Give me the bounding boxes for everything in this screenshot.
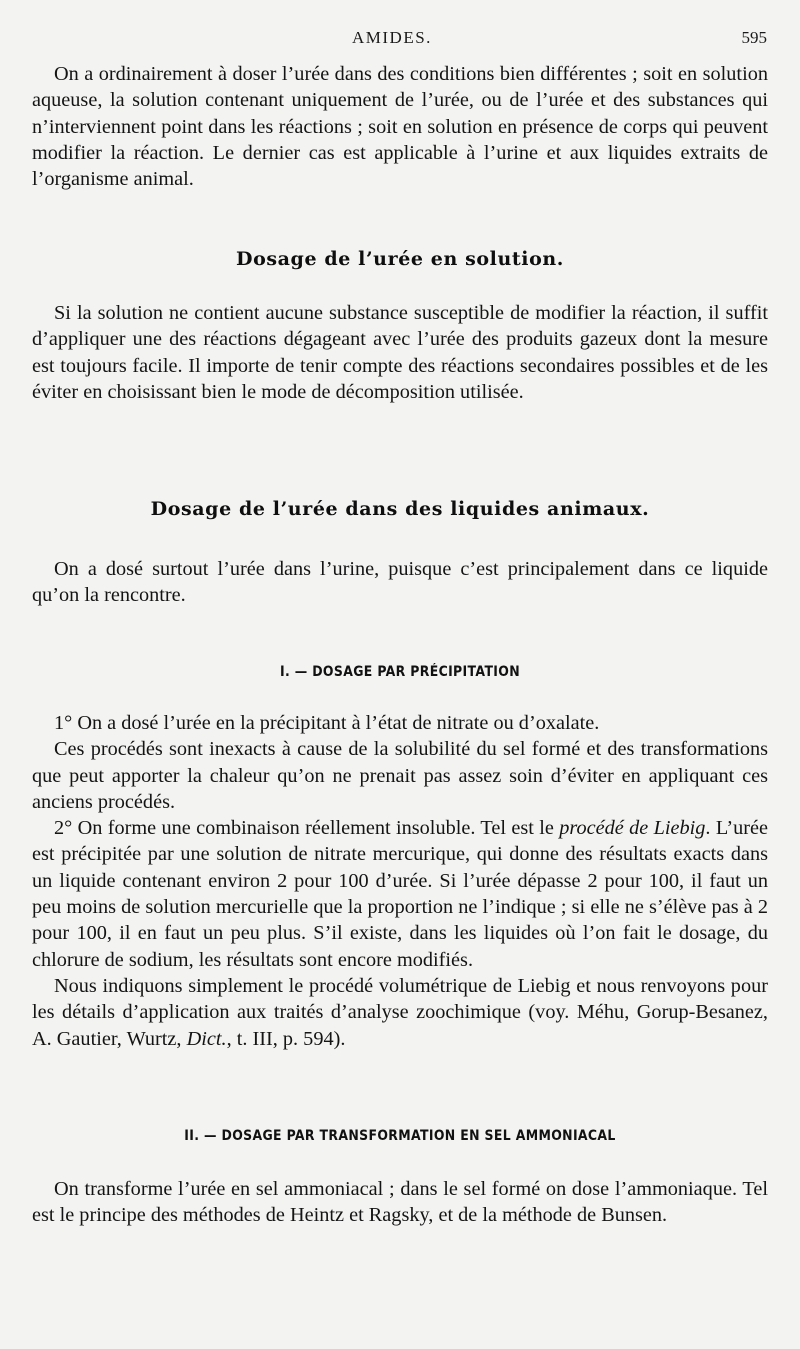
ammoniacal-block: [32, 1176, 768, 1229]
liebig-text-start: 2° On forme une combinaison réellement insoluble. Tel est le: [54, 817, 560, 840]
animaux-paragraph: On a dosé surtout l’urée dans l’urine, puisque c’est principalement dans ce liquide qu’on la rencontre.: [32, 558, 768, 607]
animaux-paragraph-block: [32, 556, 768, 609]
precipitation-block: [32, 710, 768, 1052]
running-title: AMIDES.: [352, 28, 432, 47]
solution-paragraph: Si la solution ne contient aucune substance susceptible de modifier la réaction, il suffit d’appliquer une des réactions dégageant avec l’urée des produits gazeux dont la mesure est toujours facile. Il importe de tenir compte des réactions secondaires possibles et de les éviter en choisissant bien le mode de décomposition utilisée.: [32, 302, 768, 403]
running-head: [0, 28, 800, 50]
paragraph-nitrate-oxalate: 1° On a dosé l’urée en la précipitant à l’état de nitrate ou d’oxalate.: [54, 712, 600, 734]
intro-paragraph: On a ordinairement à doser l’urée dans des conditions bien différentes ; soit en solution aqueuse, la solution contenant uniquement de l’urée, ou de l’urée et des substances qui n’interviennent point dans les réactions ; soit en solution en présence de corps qui peuvent modifier la réaction. Le dernier cas est applicable à l’urine et aux liquides extraits de l’organisme animal.: [32, 63, 768, 191]
heading-section-sel-ammoniacal: II. — DOSAGE PAR TRANSFORMATION EN SEL AMMONIACAL: [184, 1128, 616, 1144]
solution-paragraph-block: [32, 300, 768, 405]
dict-italic: Dict.: [186, 1027, 227, 1050]
intro-paragraph-block: [32, 61, 768, 192]
paragraph-liebig: [32, 815, 768, 973]
volumetrique-text-start: Nous indiquons simplement le procédé volumétrique de Liebig et nous renvoyons pour les détails d’application aux traités d’analyse zoochimique (voy. Méhu, Gorup-Besanez, A. Gautier, Wurtz,: [32, 974, 768, 1050]
page-number: 595: [741, 28, 767, 47]
liebig-text-end: . L’urée est précipitée par une solution de nitrate mercurique, qui donne des résultats exacts dans un liquide contenant environ 2 pour 100 d’urée. Si l’urée dépasse 2 pour 100, il faut un peu moins de solution mercurielle que la proportion ne l’indique ; si elle ne s’élève pas à 2 pour 100, il en faut un peu plus. S’il existe, dans les liquides où l’on fait le dosage, du chlorure de sodium, les résultats sont encore modifiés.: [32, 817, 768, 971]
liebig-italic: procédé de Liebig: [559, 817, 706, 840]
paragraph-sel-ammoniacal: On transforme l’urée en sel ammoniacal ; dans le sel formé on dose l’ammoniaque. Tel est le principe des méthodes de Heintz et Ragsky, et de la méthode de Bunsen.: [32, 1178, 768, 1227]
paragraph-volumetrique: [32, 973, 768, 1052]
heading-dosage-liquides-animaux: Dosage de l’urée dans des liquides animaux.: [150, 498, 650, 520]
heading-section-precipitation: I. — DOSAGE PAR PRÉCIPITATION: [279, 664, 520, 680]
volumetrique-text-end: , t. III, p. 594).: [226, 1027, 346, 1050]
heading-dosage-solution: Dosage de l’urée en solution.: [236, 248, 564, 270]
paragraph-inexact-procedes: Ces procédés sont inexacts à cause de la solubilité du sel formé et des transformations que peut apporter la chaleur qu’on ne prenait pas assez soin d’éviter en appliquant ces anciens procédés.: [32, 738, 768, 813]
